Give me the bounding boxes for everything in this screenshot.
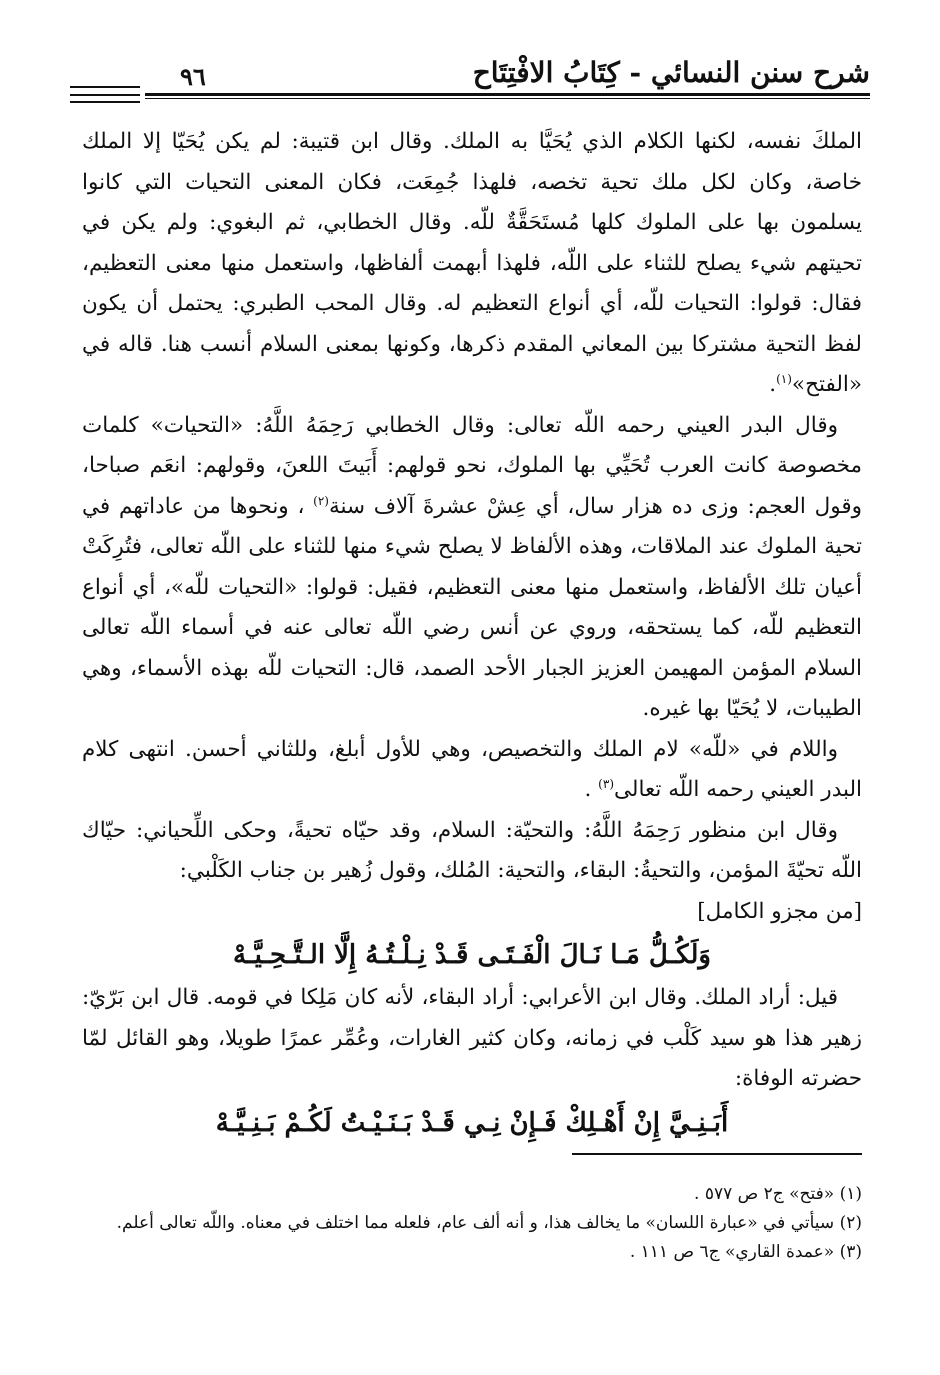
header-rule-thin <box>145 98 870 99</box>
meter-label: [من مجزو الكامل] <box>697 898 862 924</box>
footnotes <box>82 1180 862 1267</box>
paragraph: واللام في «للّه» لام الملك والتخصيص، وهي للأول أبلغ، وللثاني أحسن. انتهى كلام البدر العيني رحمه اللّه تعالى$^{(٣)}$ . <box>82 736 862 802</box>
footnote-separator <box>572 1153 862 1155</box>
footnote-ref: (٣) <box>598 776 614 791</box>
footnote: (٢) سيأتي في «عبارة اللسان» ما يخالف هذا، و أنه ألف عام، فلعله مما اختلف في معناه. واللّه تعالى أعلم. <box>116 1213 862 1233</box>
header-dash-rule <box>70 94 140 96</box>
footnote-ref: (٢) <box>313 493 329 508</box>
header-rule-thick <box>145 93 870 96</box>
main-text <box>82 122 862 1146</box>
poem-verse: وَلَكُـلُّ مَـا نَـالَ الْفَـتَـى قَـدْ نِـلْـتُـهُ إِلَّا الـتَّـحِـيَّـهْ <box>233 940 711 970</box>
footnote: (١) «فتح» ج٢ ص ٥٧٧ . <box>694 1184 862 1204</box>
header-dash-rule <box>70 86 140 88</box>
header-dash-rule <box>70 101 140 103</box>
paragraph: الملكَ نفسه، لكنها الكلام الذي يُحَيَّا به الملك. وقال ابن قتيبة: لم يكن يُحَيّا إلا الملك خاصة، وكان لكل ملك تحية تخصه، فلهذا جُمِعَت، فكان المعنى التحيات التي كانوا يسلمون بها على الملوك كلها مُستَحَقَّةٌ للّه. وقال الخطابي، ثم البغوي: ولم يكن في تحيتهم شيء يصلح للثناء على اللّه، فلهذا أبهمت ألفاظها، واستعمل منها معنى التعظيم، فقال: قولوا: التحيات للّه، أي أنواع التعظيم له. وقال المحب الطبري: يحتمل أن يكون لفظ التحية مشتركا بين المعاني المقدم ذكرها، وكونها بمعنى السلام أنسب هنا. قاله في «الفتح»$^{(١)}$. <box>82 129 862 397</box>
paragraph: وقال ابن منظور رَحِمَهُ اللَّهُ: والتحيّة: السلام، وقد حيّاه تحيةً، وحكى اللِّحياني: حيّاك اللّه تحيّةَ المؤمن، والتحيةُ: البقاء، والتحية: المُلك، وقول زُهير بن جناب الكَلْبي: <box>82 817 862 883</box>
paragraph: وقال البدر العيني رحمه اللّه تعالى: وقال الخطابي رَحِمَهُ اللَّهُ: «التحيات» كلمات مخصوصة كانت العرب تُحَيِّي بها الملوك، نحو قولهم: أَبَيتَ اللعنَ، وقولهم: انعَم صباحا، وقول العجم: وزى ده هزار سال، أي عِشْ عشرةَ آلاف سنة$^{(٢)}$ ، ونحوها من عاداتهم في تحية الملوك عند الملاقات، وهذه الألفاظ لا يصلح شيء منها للثناء على اللّه تعالى، فتُرِكَتْ أعيان تلك الألفاظ، واستعمل منها معنى التعظيم، فقيل: قولوا: «التحيات للّه»، أي أنواع التعظيم للّه، كما يستحقه، وروي عن أنس رضي اللّه تعالى عنه في أسماء اللّه تعالى السلام المؤمن المهيمن العزيز الجبار الأحد الصمد، قال: التحيات للّه بهذه الأسماء، وهي الطيبات، لا يُحَيّا بها غيره. <box>82 412 862 721</box>
page-number: ٩٦ <box>180 62 206 91</box>
running-title: شرح سنن النسائي - كِتَابُ الافْتِتَاح <box>472 56 870 89</box>
poem-verse: أَبَـنِـيَّ إِنْ أَهْـلِكْ فَـإِنْ نِـي قَـدْ بَـنَـيْـتُ لَكُـمْ بَـنِـيَّـهْ <box>215 1107 729 1138</box>
footnote-ref: (١) <box>776 371 792 386</box>
page-header <box>70 52 870 102</box>
footnote: (٣) «عمدة القاري» ج٦ ص ١١١ . <box>629 1242 862 1262</box>
paragraph: قيل: أراد الملك. وقال ابن الأعرابي: أراد البقاء، لأنه كان مَلِكا في قومه. قال ابن بَرّيّ: زهير هذا هو سيد كَلْب في زمانه، وكان كثير الغارات، وعُمِّر عمرًا طويلا، وهو القائل لمّا حضرته الوفاة: <box>82 985 862 1091</box>
